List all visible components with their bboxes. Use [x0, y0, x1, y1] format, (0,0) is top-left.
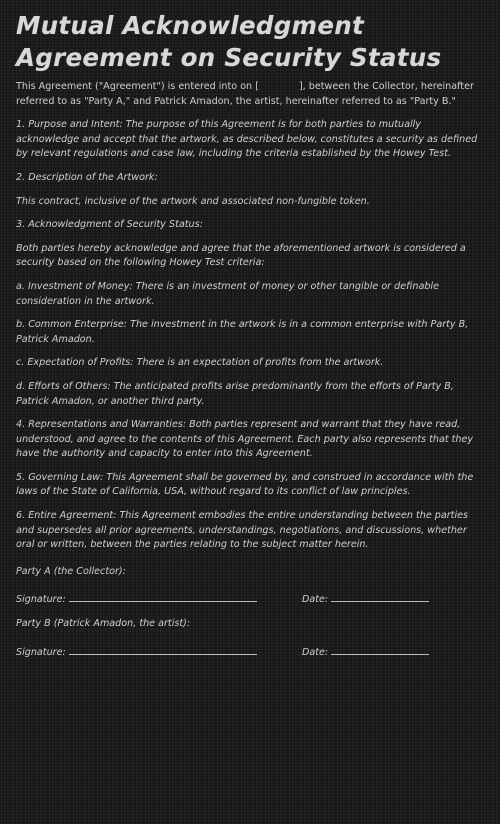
title-line-2: Agreement on Security Status	[16, 43, 442, 72]
party-b-date-line[interactable]	[331, 645, 429, 655]
party-a-date-label: Date:	[302, 594, 329, 606]
party-b-date-label: Date:	[302, 647, 329, 659]
title-line-1: Mutual Acknowledgment	[16, 11, 365, 40]
section-4-representations: 4. Representations and Warranties: Both parties represent and warrant that they have read, understood, and agree to the contents of this Agreement. Each party also represents that they have the authority and capacity to enter into this Agreement.	[16, 419, 474, 460]
party-b-label: Party B (Patrick Amadon, the artist):	[16, 618, 191, 630]
party-a-label: Party A (the Collector):	[16, 565, 126, 577]
intro-text-start: This Agreement ("Agreement") is entered into on [	[16, 81, 259, 92]
intro-text-end: ], between the Collector, hereinafter referred to as "Party A," and Patrick Amadon, the artist, hereinafter referred to as "Party B."	[16, 81, 474, 107]
party-a-date-line[interactable]	[331, 592, 429, 602]
section-3-body: Both parties hereby acknowledge and agree that the aforementioned artwork is considered a security based on the following Howey Test criteria:	[16, 242, 466, 269]
party-a-signature-line[interactable]	[69, 592, 257, 602]
document-title	[16, 10, 484, 74]
section-6-entire-agreement: 6. Entire Agreement: This Agreement embodies the entire understanding between the parties and supersedes all prior agreements, understandings, negotiations, and discussions, whether oral or written, between the parties relating to the subject matter herein.	[16, 510, 469, 551]
section-2-body: This contract, inclusive of the artwork and associated non-fungible token.	[16, 195, 370, 207]
section-3b-common-enterprise: b. Common Enterprise: The investment in the artwork is in a common enterprise with Party B, Patrick Amadon.	[16, 319, 469, 345]
intro-paragraph	[16, 80, 484, 109]
section-5-governing-law: 5. Governing Law: This Agreement shall be governed by, and construed in accordance with the laws of the State of California, USA, without regard to its conflict of law principles.	[16, 471, 474, 498]
section-3a-investment: a. Investment of Money: There is an investment of money or other tangible or definable consideration in the artwork.	[16, 280, 439, 307]
party-b-signature-label: Signature:	[16, 647, 66, 659]
section-2-heading: 2. Description of the Artwork:	[16, 171, 158, 183]
section-3d-efforts: d. Efforts of Others: The anticipated profits arise predominantly from the efforts of Party B, Patrick Amadon, or another third party.	[16, 380, 454, 407]
section-1-purpose: 1. Purpose and Intent: The purpose of this Agreement is for both parties to mutually acknowledge and accept that the artwork, as described below, constitutes a security as defined by relevant regulations and case law, including the criteria established by the Howey Test.	[16, 119, 478, 160]
party-a-signature-row	[16, 592, 484, 605]
section-3c-profits: c. Expectation of Profits: There is an expectation of profits from the artwork.	[16, 357, 384, 369]
section-3-heading: 3. Acknowledgment of Security Status:	[16, 219, 203, 231]
party-a-signature-label: Signature:	[16, 594, 66, 606]
party-b-signature-row	[16, 645, 484, 658]
party-b-signature-line[interactable]	[69, 645, 257, 655]
